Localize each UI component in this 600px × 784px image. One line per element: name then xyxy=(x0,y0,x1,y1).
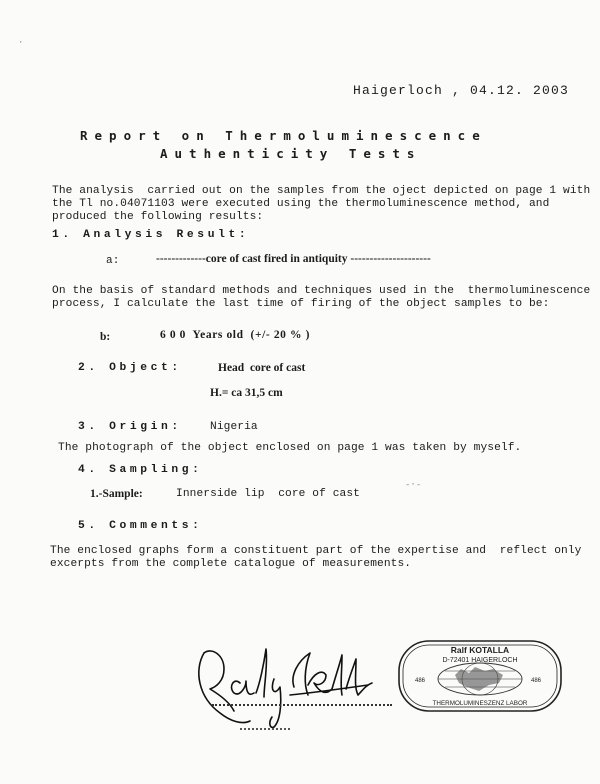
svg-text:486: 486 xyxy=(531,678,542,684)
section5-heading: 5. Comments: xyxy=(78,520,203,532)
svg-text:THERMOLUMINESZENZ LABOR: THERMOLUMINESZENZ LABOR xyxy=(432,700,528,707)
intro-line2: the Tl no.04071103 were executed using the thermoluminescence method, and xyxy=(52,198,550,210)
signature-line xyxy=(212,704,392,706)
intro-line3: produced the following results: xyxy=(52,211,264,223)
report-title-line2: Authenticity Tests xyxy=(160,146,422,161)
result-b-label: b: xyxy=(100,331,111,343)
svg-text:486: 486 xyxy=(415,678,426,684)
result-b-value: 6 0 0 Years old (+/- 20 % ) xyxy=(160,329,311,341)
object-value: Head core of cast xyxy=(218,362,306,374)
section4-heading: 4. Sampling: xyxy=(78,464,203,476)
photograph-note: The photograph of the object enclosed on page 1 was taken by myself. xyxy=(58,442,522,454)
section1-heading: 1. Analysis Result: xyxy=(52,229,250,241)
intro-line1: The analysis carried out on the samples from the oject depicted on page 1 with xyxy=(52,185,591,197)
basis-line2: process, I calculate the last time of firing of the object samples to be: xyxy=(52,298,550,310)
result-a-label: a: xyxy=(106,255,120,267)
sample-label: 1.-Sample: xyxy=(90,488,143,500)
origin-value: Nigeria xyxy=(210,421,258,433)
signature-caption-faint xyxy=(240,728,290,730)
svg-text:D-72401 HAIGERLOCH: D-72401 HAIGERLOCH xyxy=(442,657,518,664)
scan-speck: -·- xyxy=(405,480,422,490)
object-size: H.= ca 31,5 cm xyxy=(210,387,283,399)
sample-value: Innerside lip core of cast xyxy=(176,488,360,500)
comments-line1: The enclosed graphs form a constituent part of the expertise and reflect only xyxy=(50,545,582,557)
handwritten-signature xyxy=(190,625,390,735)
place-date: Haigerloch , 04.12. 2003 xyxy=(353,83,570,98)
comments-line2: excerpts from the complete catalogue of measurements. xyxy=(50,558,412,570)
section3-heading: 3. Origin: xyxy=(78,421,182,433)
basis-line1: On the basis of standard methods and techniques used in the thermoluminescence xyxy=(52,285,591,297)
result-a-value: -------------core of cast fired in antiquity --------------------- xyxy=(156,253,431,265)
laboratory-stamp xyxy=(395,635,565,715)
report-title-line1: Report on Thermoluminescence xyxy=(80,128,487,143)
scan-speck: · xyxy=(18,38,24,48)
section2-heading: 2. Object: xyxy=(78,362,182,374)
svg-text:Ralf KOTALLA: Ralf KOTALLA xyxy=(450,645,510,655)
